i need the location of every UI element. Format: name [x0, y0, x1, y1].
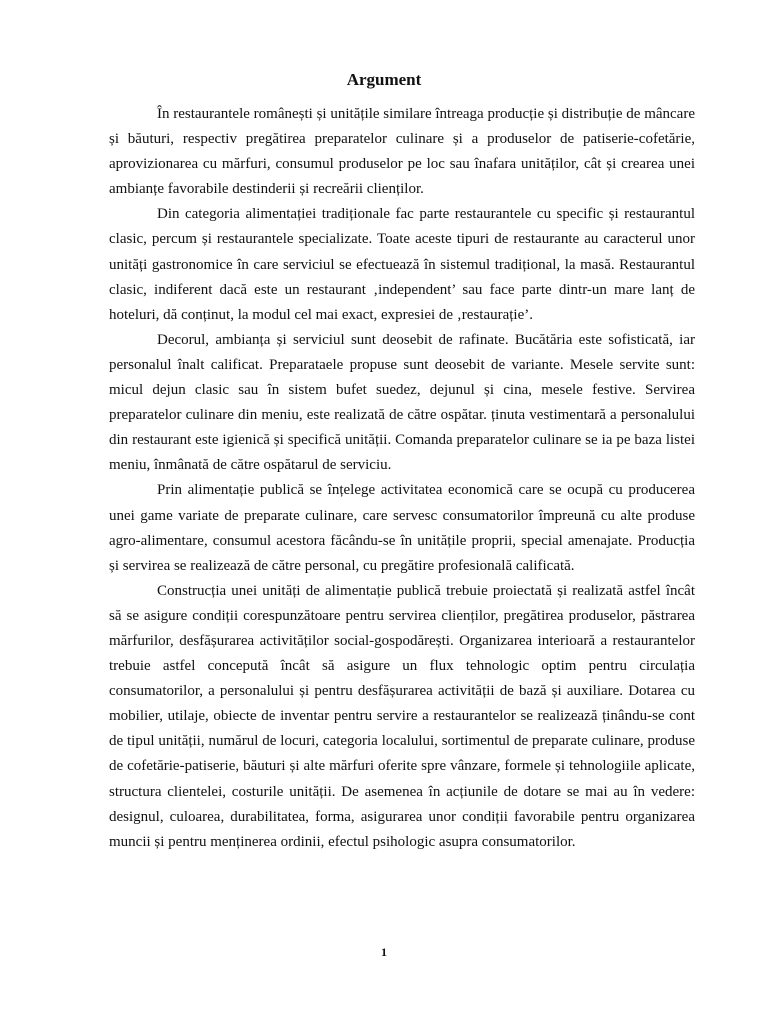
page-number: 1	[381, 945, 387, 959]
document-body	[109, 102, 695, 855]
paragraph-4: Prin alimentație publică se înțelege activitatea economică care se ocupă cu producerea unei game variate de preparate culinare, care servesc consumatorilor împreună cu alte produse agro-alimentare, consumul acestora făcându-se în unitățile proprii, special amenajate. Producția și servirea se realizează de către personal, cu pregătire profesională calificată.	[109, 482, 695, 574]
paragraph-3: Decorul, ambianța și serviciul sunt deosebit de rafinate. Bucătăria este sofisticată, iar personalul înalt calificat. Preparataele propuse sunt deosebit de variante. Mesele servite sunt: micul dejun clasic sau în sistem bufet suedez, dejunul și cina, mesele festive. Servirea preparatelor culinare din meniu, este realizată de către ospătar. ținuta vestimentară a personalului din restaurant este igienică și specifică unității. Comanda preparatelor culinare se ia pe baza listei meniu, înmânată de către ospătarul de serviciu.	[109, 331, 695, 474]
paragraph-5: Construcția unei unități de alimentație publică trebuie proiectată și realizată astfel încât să se asigure condiții corespunzătoare pentru servirea clienților, pregătirea produselor, păstrarea mărfurilor, desfășurarea activităților social-gospodărești. Organizarea interioară a restaurantelor trebuie astfel concepută încât să asigure un flux tehnologic optim pentru circulația consumatorilor, a personalului și pentru desfășurarea activității de bază și auxiliare. Dotarea cu mobilier, utilaje, obiecte de inventar pentru servire a restaurantelor se realizează ținându-se cont de tipul unității, numărul de locuri, categoria localului, sortimentul de preparate culinare, produse de cofetărie-patiserie, băuturi și alte mărfuri oferite spre vânzare, formele și tehnologiile aplicate, structura clientelei, costurile unității. De asemenea în acțiunile de dotare se mai au în vedere: designul, culoarea, durabilitatea, forma, asigurarea unor condiții favorabile pentru organizarea muncii și pentru menținerea ordinii, efectul psihologic asupra consumatorilor.	[109, 582, 695, 850]
paragraph-2: Din categoria alimentației tradiționale fac parte restaurantele cu specific și restaurantul clasic, percum și restaurantele specializate. Toate aceste tipuri de restaurante au caracterul unor unități gastronomice în care serviciul se efectuează în sistemul tradițional, la masă. Restaurantul clasic, indiferent dacă este un restaurant ‚independent’ sau face parte dintr-un mare lanț de hoteluri, dă conținut, la modul cel mai exact, expresiei de ‚restaurație’.	[109, 206, 695, 323]
paragraph-1: În restaurantele românești și unitățile similare întreaga producție și distribuție de mâncare și băuturi, respectiv pregătirea preparatelor culinare și a produselor de patiserie-cofetărie, aprovizionarea cu mărfuri, consumul produselor pe loc sau înafara unităților, cât și crearea unei ambianțe favorabile destinderii și recreării clienților.	[109, 106, 695, 198]
page-title: Argument	[346, 70, 422, 89]
